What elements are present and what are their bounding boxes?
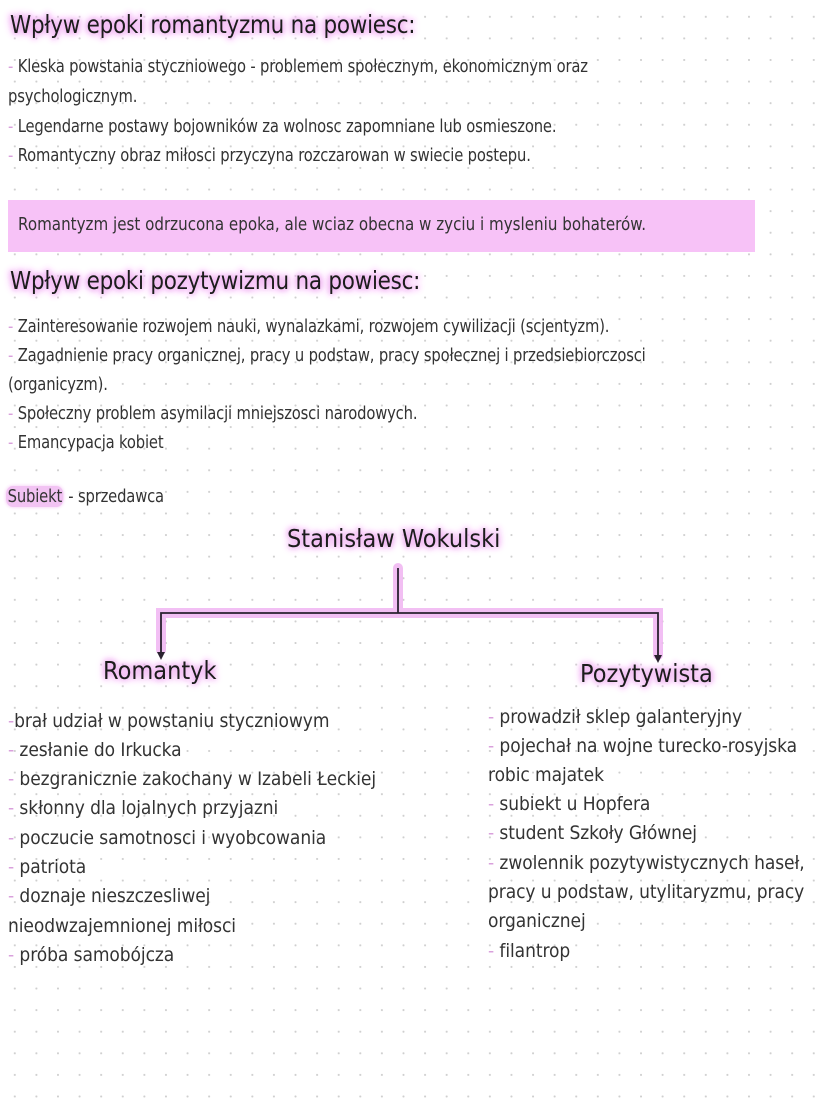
bullet-dash: - xyxy=(8,827,15,849)
list-item-text: Społeczny problem asymilacji mniejszosci narodowych. xyxy=(13,403,418,424)
bullet-dash: - xyxy=(8,856,15,878)
list-item-text: prowadził sklep galanteryjny xyxy=(494,706,743,728)
bullet-dash: - xyxy=(8,944,15,966)
bullet-dash: - xyxy=(488,793,495,815)
list-item-text: nieodwzajemnionej miłosci xyxy=(8,915,236,937)
list-item-text: pracy u podstaw, utylitaryzmu, pracy xyxy=(488,881,805,903)
list-item xyxy=(8,768,376,790)
heading-romanticism: Wpływ epoki romantyzmu na powiesc: xyxy=(10,10,416,39)
list-item-text: Romantyczny obraz miłosci przyczyna rozczarowan w swiecie postepu. xyxy=(13,145,531,166)
tree-node-pozytywista: Pozytywista xyxy=(580,659,713,688)
list-item-text: organicznej xyxy=(488,910,586,932)
bullet-dash: - xyxy=(8,403,14,424)
list-item-text: brał udział w powstaniu styczniowym xyxy=(14,710,330,732)
bullet-dash: - xyxy=(8,768,15,790)
bullet-dash: - xyxy=(488,822,495,844)
list-item-text: skłonny dla lojalnych przyjazni xyxy=(14,797,279,819)
definition-meaning: sprzedawca xyxy=(77,486,164,507)
list-item xyxy=(8,885,210,907)
list-item xyxy=(488,822,697,844)
tree-node-romantyk: Romantyk xyxy=(103,656,217,685)
list-item xyxy=(8,856,86,878)
list-item-text: robic majatek xyxy=(488,764,604,786)
bullet-dash: - xyxy=(8,56,14,77)
list-item xyxy=(488,706,742,728)
list-item-text: zesłanie do Irkucka xyxy=(14,739,182,761)
list-item-text: zwolennik pozytywistycznych haseł, xyxy=(494,852,805,874)
bullet-dash: - xyxy=(8,739,15,761)
list-item-text: poczucie samotnosci i wyobcowania xyxy=(14,827,327,849)
list-item xyxy=(488,910,586,932)
bullet-dash: - xyxy=(8,316,14,337)
bullet-dash: - xyxy=(8,710,15,732)
definition-separator: - xyxy=(63,486,78,507)
list-item xyxy=(8,827,326,849)
list-item-text: filantrop xyxy=(494,940,571,962)
heading-positivism: Wpływ epoki pozytywizmu na powiesc: xyxy=(10,266,421,295)
list-item xyxy=(488,940,570,962)
list-item xyxy=(488,852,805,874)
bullet-dash: - xyxy=(488,735,495,757)
list-item-text: Emancypacja kobiet xyxy=(13,432,164,453)
list-item-text: subiekt u Hopfera xyxy=(494,793,651,815)
bullet-dash: - xyxy=(8,345,14,366)
bullet-dash: - xyxy=(8,885,15,907)
list-item-text: patriota xyxy=(14,856,87,878)
list-item xyxy=(8,944,174,966)
list-item xyxy=(488,793,650,815)
list-item-text: bezgranicznie zakochany w Izabeli Łeckiej xyxy=(14,768,376,790)
list-item-text: doznaje nieszczesliwej xyxy=(14,885,211,907)
definition-term: Subiekt xyxy=(7,486,63,507)
list-item xyxy=(8,797,278,819)
list-item xyxy=(488,881,804,903)
list-item-text: próba samobójcza xyxy=(14,944,175,966)
list-item-text: Zainteresowanie rozwojem nauki, wynalazkami, rozwojem cywilizacji (scjentyzm). xyxy=(13,316,610,337)
list-item xyxy=(488,735,797,757)
list-item-text: psychologicznym. xyxy=(8,86,138,107)
bullet-dash: - xyxy=(488,852,495,874)
bullet-dash: - xyxy=(488,940,495,962)
bullet-dash: - xyxy=(8,432,14,453)
list-item-text: pojechał na wojne turecko-rosyjska xyxy=(494,735,797,757)
list-item-text: Legendarne postawy bojowników za wolnosc zapomniane lub osmieszone. xyxy=(13,116,557,137)
list-item xyxy=(8,739,182,761)
list-item-text: student Szkoły Głównej xyxy=(494,822,697,844)
list-item xyxy=(8,710,329,732)
tree-root-node: Stanisław Wokulski xyxy=(287,524,501,553)
list-item-text: (organicyzm). xyxy=(8,374,108,395)
list-item-text: Zagadnienie pracy organicznej, pracy u podstaw, pracy społecznej i przedsiebiorczosci xyxy=(13,345,646,366)
bullet-dash: - xyxy=(8,797,15,819)
list-item xyxy=(488,764,604,786)
callout-text: Romantyzm jest odrzucona epoka, ale wciaz obecna w zyciu i mysleniu bohaterów. xyxy=(18,214,647,235)
list-item xyxy=(8,915,236,937)
bullet-dash: - xyxy=(8,116,14,137)
bullet-dash: - xyxy=(488,706,495,728)
bullet-dash: - xyxy=(8,145,14,166)
list-item-text: Kleska powstania styczniowego - problemem społecznym, ekonomicznym oraz xyxy=(13,56,588,77)
